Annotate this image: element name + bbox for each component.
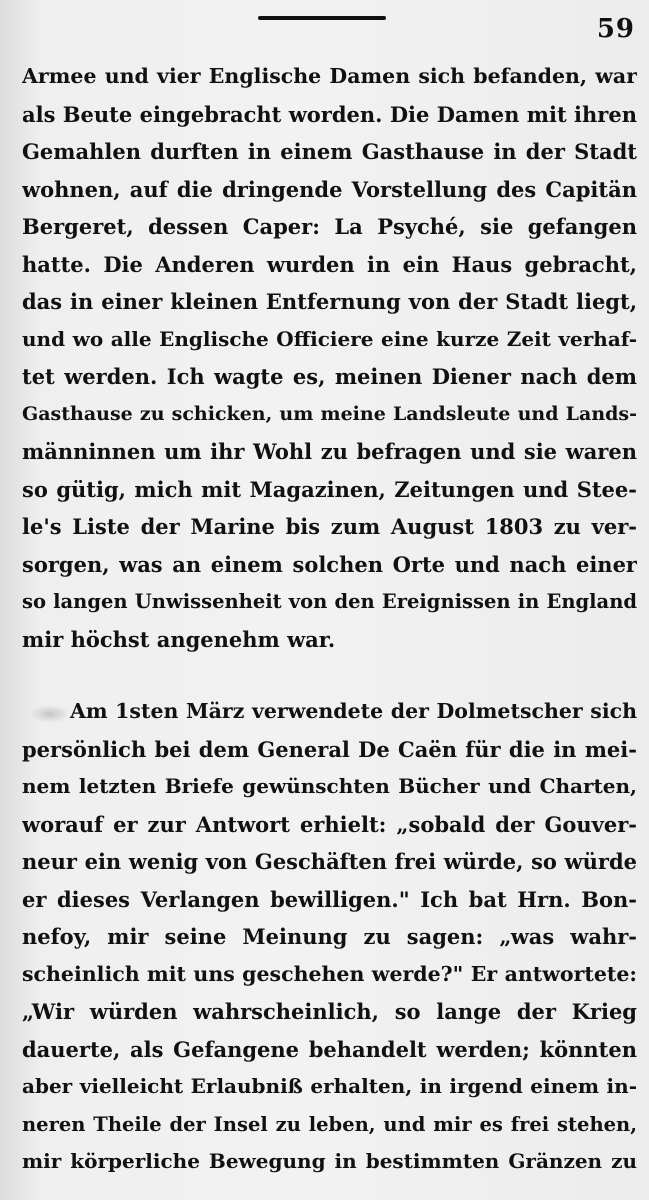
text-line: Gemahlen durften in einem Gasthause in der Stadt [22, 139, 637, 164]
text-line: so gütig, mich mit Magazinen, Zeitungen und Stee- [22, 476, 637, 502]
text-line: „Wir würden wahrscheinlich, so lange der Krieg [22, 999, 637, 1024]
text-line: das in einer kleinen Entfernung von der Stadt liegt, [22, 289, 637, 314]
paragraph-1 [22, 58, 637, 658]
text-line: neren Theile der Insel zu leben, und mir es frei stehen, [22, 1112, 637, 1136]
text-line: wohnen, auf die dringende Vorstellung des Capitän [22, 176, 637, 202]
text-line: Armee und vier Englische Damen sich befanden, war [22, 64, 637, 88]
header-rule [258, 16, 386, 20]
text-line: persönlich bei dem General De Caën für die in mei- [22, 736, 637, 762]
text-line: als Beute eingebracht worden. Die Damen mit ihren [22, 101, 637, 127]
text-line: aber vielleicht Erlaubniß erhalten, in irgend einem in- [22, 1074, 637, 1098]
text-line: sorgen, was an einem solchen Orte und nach einer [22, 551, 637, 577]
text-line: so langen Unwissenheit von den Ereignissen in England [22, 590, 637, 613]
page-number: 59 [596, 14, 635, 44]
text-line: worauf er zur Antwort erhielt: „sobald der Gouver- [22, 811, 637, 837]
text-line: Am 1sten März verwendete der Dolmetscher sich [70, 699, 637, 723]
text-line: tet werden. Ich wagte es, meinen Diener nach dem [22, 364, 637, 389]
text-line: und wo alle Englische Officiere eine kurze Zeit verhaf- [22, 326, 637, 351]
text-line: le's Liste der Marine bis zum August 1803 zu ver- [22, 514, 637, 539]
text-line: nefoy, mir seine Meinung zu sagen: „was wahr- [22, 924, 637, 949]
text-line: mir höchst angenehm war. [22, 626, 336, 652]
text-line: dauerte, als Gefangene behandelt werden; könnten [22, 1036, 637, 1062]
text-line: Gasthause zu schicken, um meine Landsleute und Lands- [22, 402, 637, 425]
text-line: neur ein wenig von Geschäften frei würde, so würde [22, 849, 637, 874]
text-line: männinnen um ihr Wohl zu befragen und sie waren [22, 439, 637, 464]
text-line: mir körperliche Bewegung in bestimmten Gränzen zu [22, 1149, 637, 1173]
text-line: scheinlich mit uns geschehen werde?" Er antwortete: [22, 961, 637, 986]
text-line: hatte. Die Anderen wurden in ein Haus gebracht, [22, 251, 637, 277]
text-line: er dieses Verlangen bewilligen." Ich bat Hrn. Bon- [22, 886, 637, 912]
text-line: nem letzten Briefe gewünschten Bücher und Charten, [22, 774, 637, 798]
paragraph-2 [22, 693, 637, 1181]
text-line: Bergeret, dessen Caper: La Psyché, sie gefangen [22, 214, 637, 239]
